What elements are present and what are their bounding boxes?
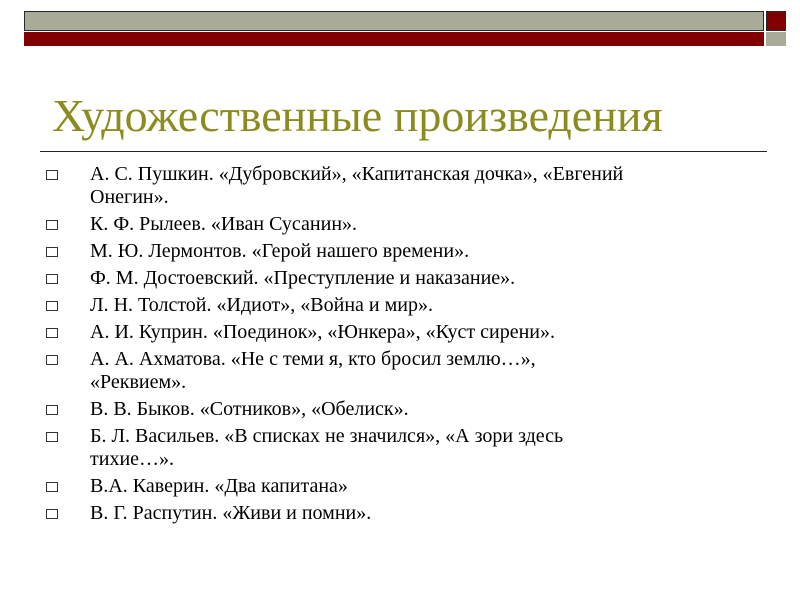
list-item — [46, 475, 766, 498]
list-item-text: А. А. Ахматова. «Не с теми я, кто бросил землю…», «Реквием». — [90, 348, 536, 393]
list-item-text: Ф. М. Достоевский. «Преступление и наказание». — [90, 267, 516, 289]
list-item — [46, 163, 766, 209]
list-item-text: В. В. Быков. «Сотников», «Обелиск». — [90, 398, 409, 420]
square-bullet-icon — [46, 482, 58, 492]
square-bullet-icon — [46, 247, 58, 257]
list-item — [46, 213, 766, 236]
list-item-text: Л. Н. Толстой. «Идиот», «Война и мир». — [90, 294, 433, 316]
list-item-text: А. С. Пушкин. «Дубровский», «Капитанская дочка», «Евгений Онегин». — [90, 163, 624, 208]
list-item — [46, 240, 766, 263]
works-list — [46, 163, 766, 529]
list-item — [46, 267, 766, 290]
list-item-text: Б. Л. Васильев. «В списках не значился», «А зори здесь тихие…». — [90, 425, 564, 470]
square-bullet-icon — [46, 328, 58, 338]
list-item — [46, 348, 766, 394]
square-bullet-icon — [46, 509, 58, 519]
list-item-text: В.А. Каверин. «Два капитана» — [90, 475, 348, 497]
square-bullet-icon — [46, 432, 58, 442]
slide-title: Художественные произведения — [52, 90, 663, 141]
header-bar-maroon — [24, 32, 764, 46]
list-item — [46, 321, 766, 344]
square-bullet-icon — [46, 405, 58, 415]
list-item-text: М. Ю. Лермонтов. «Герой нашего времени». — [90, 240, 470, 262]
header-square-maroon — [766, 11, 786, 31]
list-item — [46, 425, 766, 471]
square-bullet-icon — [46, 274, 58, 284]
list-item-text: В. Г. Распутин. «Живи и помни». — [90, 502, 372, 524]
title-divider — [40, 151, 767, 152]
list-item — [46, 398, 766, 421]
header-bar-olive — [24, 11, 764, 31]
square-bullet-icon — [46, 220, 58, 230]
list-item-text: К. Ф. Рылеев. «Иван Сусанин». — [90, 213, 358, 235]
list-item — [46, 294, 766, 317]
square-bullet-icon — [46, 170, 58, 180]
header-square-olive — [766, 32, 786, 46]
list-item-text: А. И. Куприн. «Поединок», «Юнкера», «Куст сирени». — [90, 321, 555, 343]
list-item — [46, 502, 766, 525]
square-bullet-icon — [46, 301, 58, 311]
square-bullet-icon — [46, 355, 58, 365]
